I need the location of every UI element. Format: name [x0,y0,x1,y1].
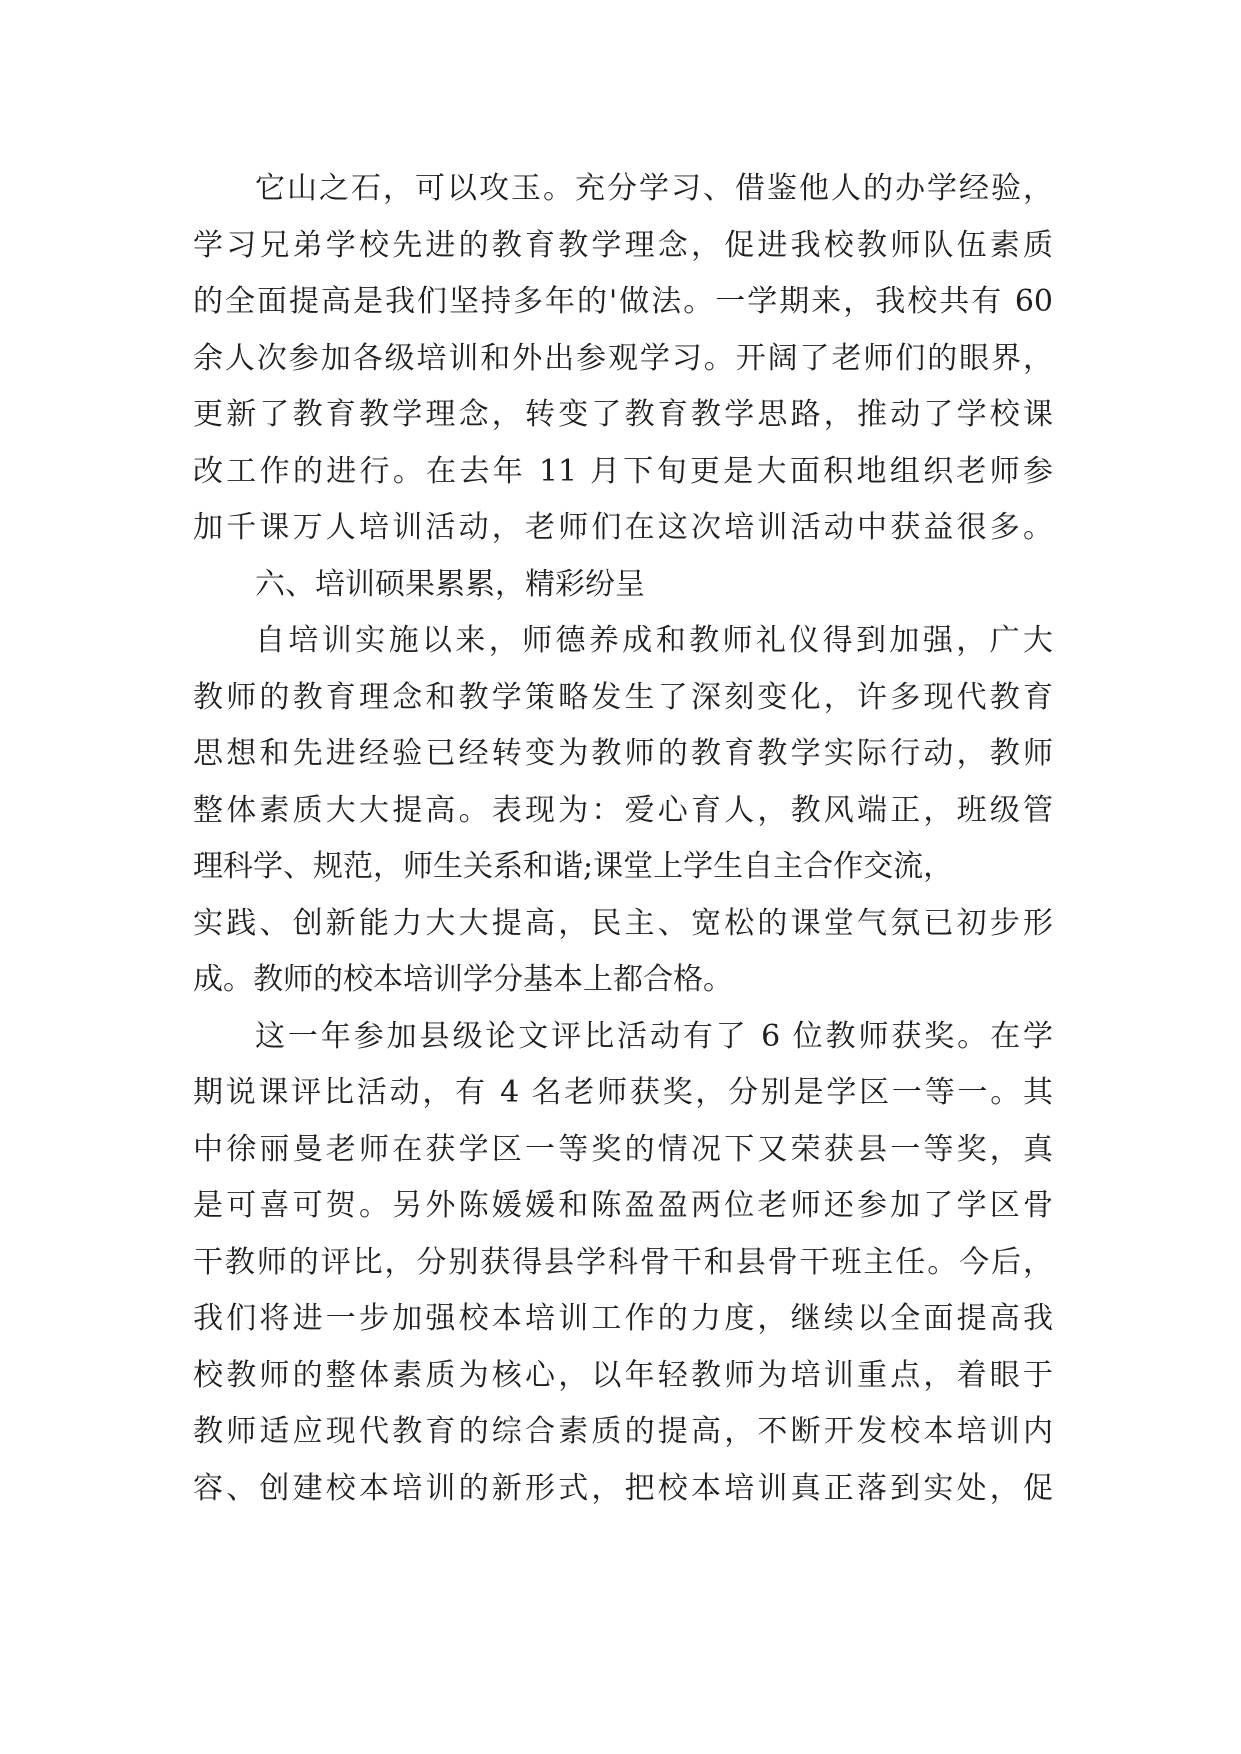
paragraph-line: 的全面提高是我们坚持多年的'做法。一学期来，我校共有 60 [193,284,1053,319]
paragraph-line: 教师适应现代教育的综合素质的提高，不断开发校本培训内 [193,1414,1053,1449]
paragraph-line: 它山之石，可以攻玉。充分学习、借鉴他人的办学经验， [255,171,1053,206]
paragraph-line: 校教师的整体素质为核心，以年轻教师为培训重点，着眼于 [193,1357,1053,1393]
paragraph-line: 自培训实施以来，师德养成和教师礼仪得到加强，广大 [255,623,1053,658]
paragraph-line: 余人次参加各级培训和外出参观学习。开阔了老师们的眼界， [193,340,1053,376]
paragraph-line: 更新了教育教学理念，转变了教育教学思路，推动了学校课 [193,397,1053,432]
paragraph-line: 干教师的评比，分别获得县学科骨干和县骨干班主任。今后， [193,1244,1053,1280]
paragraph-line: 我们将进一步加强校本培训工作的力度，继续以全面提高我 [193,1301,1053,1336]
paragraph-line: 容、创建校本培训的新形式，把校本培训真正落到实处，促 [193,1470,1053,1506]
paragraph-line: 加千课万人培训活动，老师们在这次培训活动中获益很多。 [193,510,1053,545]
paragraph-line: 实践、创新能力大大提高，民主、宽松的课堂气氛已初步形 [193,905,1053,941]
paragraph-line: 这一年参加县级论文评比活动有了 6 位教师获奖。在学 [255,1018,1053,1054]
paragraph-line: 教师的教育理念和教学策略发生了深刻变化，许多现代教育 [193,679,1053,715]
paragraph-line: 改工作的进行。在去年 11 月下旬更是大面积地组织老师参 [193,453,1053,489]
paragraph-line: 中徐丽曼老师在获学区一等奖的情况下又荣获县一等奖，真 [193,1131,1053,1167]
paragraph-line: 期说课评比活动，有 4 名老师获奖，分别是学区一等一。其 [193,1075,1053,1110]
document-body [193,161,1053,1517]
paragraph-line: 学习兄弟学校先进的教育教学理念，促进我校教师队伍素质 [193,227,1053,263]
paragraph-line: 思想和先进经验已经转变为教师的教育教学实际行动，教师 [193,736,1053,771]
paragraph-line: 是可喜可贺。另外陈媛媛和陈盈盈两位老师还参加了学区骨 [193,1188,1053,1223]
section-heading: 六、培训硕果累累，精彩纷呈 [255,566,645,602]
paragraph-line: 理科学、规范，师生关系和谐;课堂上学生自主合作交流， [193,849,954,884]
paragraph-line: 成。教师的校本培训学分基本上都合格。 [193,962,733,997]
paragraph-line: 整体素质大大提高。表现为：爱心育人，教风端正，班级管 [193,792,1053,828]
